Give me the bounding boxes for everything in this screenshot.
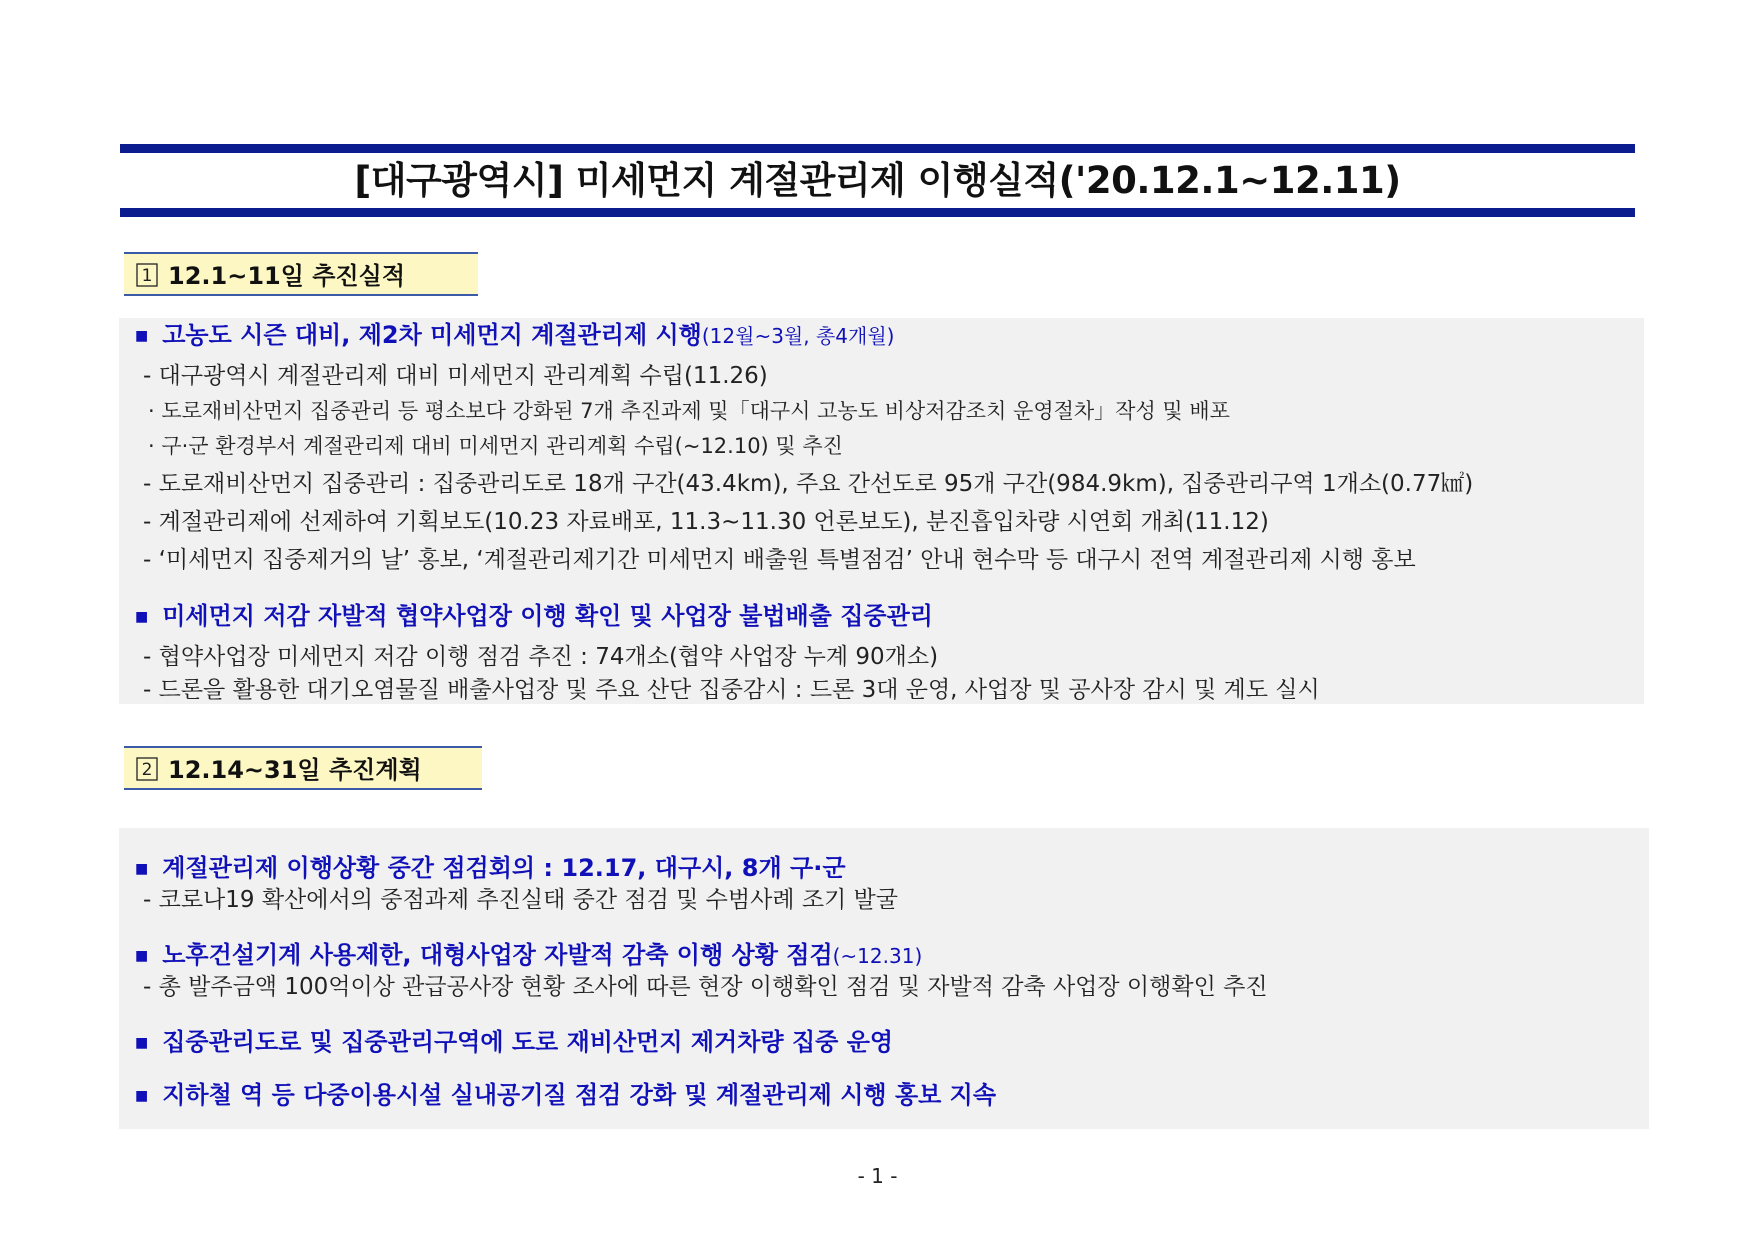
square-bullet-icon: ■ xyxy=(135,861,149,877)
list-item: · 도로재비산먼지 집중관리 등 평소보다 강화된 7개 추진과제 및「대구시 고농도 비상저감조치 운영절차」작성 및 배포 xyxy=(148,399,1230,423)
bullet-text: 고농도 시즌 대비, 제2차 미세먼지 계절관리제 시행 xyxy=(162,321,702,349)
section-2-bullet-4 xyxy=(135,1075,996,1110)
numbered-box-icon xyxy=(136,263,158,287)
svg-text:1: 1 xyxy=(141,266,153,286)
list-item: - 총 발주금액 100억이상 관급공사장 현황 조사에 따른 현장 이행확인 점검 및 자발적 감축 사업장 이행확인 추진 xyxy=(143,974,1268,1000)
bullet-text: 계절관리제 이행상황 중간 점검회의 : 12.17, 대구시, 8개 구·군 xyxy=(162,854,846,882)
section-1-title: 12.1~11일 추진실적 xyxy=(168,262,405,290)
section-2-bullet-2 xyxy=(135,935,922,970)
section-1-bullet-2 xyxy=(135,596,933,631)
section-number-box xyxy=(136,748,158,792)
list-item: - ‘미세먼지 집중제거의 날’ 홍보, ‘계절관리제기간 미세먼지 배출원 특별점검’ 안내 현수막 등 대구시 전역 계절관리제 시행 홍보 xyxy=(143,547,1416,573)
bullet-text: 노후건설기계 사용제한, 대형사업장 자발적 감축 이행 상황 점검 xyxy=(162,941,833,969)
svg-text:2: 2 xyxy=(141,760,153,780)
list-item: - 드론을 활용한 대기오염물질 배출사업장 및 주요 산단 집중감시 : 드론 3대 운영, 사업장 및 공사장 감시 및 계도 실시 xyxy=(143,677,1320,703)
square-bullet-icon: ■ xyxy=(135,1088,149,1104)
section-1-header xyxy=(124,252,478,296)
bullet-text: 지하철 역 등 다중이용시설 실내공기질 점검 강화 및 계절관리제 시행 홍보 지속 xyxy=(162,1081,997,1109)
square-bullet-icon: ■ xyxy=(135,609,149,625)
section-1-bullet-1 xyxy=(135,315,894,350)
section-2-header xyxy=(124,746,482,790)
section-2-title: 12.14~31일 추진계획 xyxy=(168,756,422,784)
page-number: - 1 - xyxy=(857,1164,898,1188)
square-bullet-icon: ■ xyxy=(135,1035,149,1051)
section-2-bullet-3 xyxy=(135,1022,893,1057)
list-item: - 협약사업장 미세먼지 저감 이행 점검 추진 : 74개소(협약 사업장 누계 90개소) xyxy=(143,644,939,670)
title-bottom-rule xyxy=(120,208,1635,217)
numbered-box-icon xyxy=(136,757,158,781)
document-title: [대구광역시] 미세먼지 계절관리제 이행실적('20.12.1~12.11) xyxy=(354,159,1401,202)
list-item: - 계절관리제에 선제하여 기획보도(10.23 자료배포, 11.3~11.30 언론보도), 분진흡입차량 시연회 개최(11.12) xyxy=(143,509,1269,535)
bullet-note: (~12.31) xyxy=(832,944,923,968)
bullet-text: 미세먼지 저감 자발적 협약사업장 이행 확인 및 사업장 불법배출 집중관리 xyxy=(162,602,933,630)
square-bullet-icon: ■ xyxy=(135,328,149,344)
list-item: - 도로재비산먼지 집중관리 : 집중관리도로 18개 구간(43.4km), 주요 간선도로 95개 구간(984.9km), 집중관리구역 1개소(0.77㎢) xyxy=(143,471,1474,497)
bullet-note: (12월~3월, 총4개월) xyxy=(701,324,895,348)
bullet-text: 집중관리도로 및 집중관리구역에 도로 재비산먼지 제거차량 집중 운영 xyxy=(162,1028,894,1056)
list-item: - 대구광역시 계절관리제 대비 미세먼지 관리계획 수립(11.26) xyxy=(143,363,768,389)
section-2-bullet-1 xyxy=(135,848,846,883)
section-number-box xyxy=(136,254,158,298)
square-bullet-icon: ■ xyxy=(135,948,149,964)
list-item: - 코로나19 확산에서의 중점과제 추진실태 중간 점검 및 수범사례 조기 발굴 xyxy=(143,887,898,913)
list-item: · 구·군 환경부서 계절관리제 대비 미세먼지 관리계획 수립(~12.10) 및 추진 xyxy=(148,434,843,458)
title-top-rule xyxy=(120,144,1635,153)
